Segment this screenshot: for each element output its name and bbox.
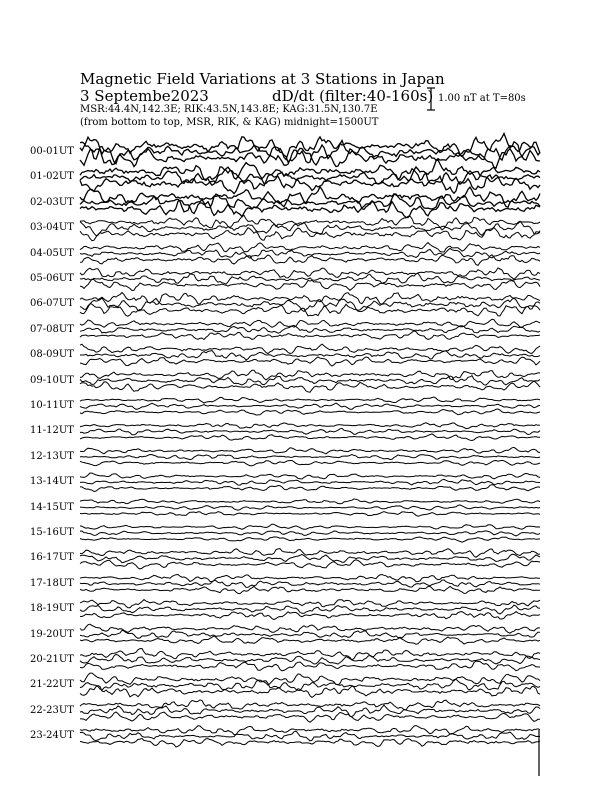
trace-kag-09-10ut [80,370,540,380]
trace-kag-18-19ut [80,600,540,608]
trace-msr-08-09ut [80,357,540,366]
hour-label: 09-10UT [30,374,74,386]
hour-label: 18-19UT [30,603,74,615]
trace-msr-16-17ut [80,560,540,569]
trace-kag-20-21ut [80,649,540,660]
trace-kag-04-05ut [80,243,540,252]
trace-kag-14-15ut [80,499,540,504]
trace-rik-20-21ut [80,654,540,664]
trace-rik-07-08ut [80,325,540,333]
hour-label: 11-12UT [30,425,74,437]
hour-label: 19-20UT [30,628,74,640]
hour-label: 05-06UT [30,273,74,284]
trace-msr-05-06ut [80,279,540,290]
trace-kag-21-22ut [80,673,540,685]
trace-msr-21-22ut [80,686,540,698]
hour-label: 08-09UT [30,349,74,361]
trace-kag-17-18ut [80,575,540,582]
order-line: (from bottom to top, MSR, RIK, & KAG) midnight=1500UT [80,117,379,128]
trace-msr-17-18ut [80,586,540,593]
trace-group [80,134,540,748]
chart-title: Magnetic Field Variations at 3 Stations in Japan [80,70,445,88]
trace-kag-19-20ut [80,624,540,633]
hour-label: 00-01UT [30,146,74,157]
trace-kag-02-03ut [80,187,540,208]
trace-rik-18-19ut [80,605,540,614]
trace-kag-22-23ut [80,700,540,710]
hour-label: 12-13UT [30,450,74,462]
hour-label: 20-21UT [30,654,74,665]
scale-label: 1.00 nT at T=80s [438,93,526,104]
trace-msr-14-15ut [80,512,540,517]
trace-msr-13-14ut [80,485,540,492]
trace-rik-12-13ut [80,455,540,460]
trace-rik-06-07ut [80,298,540,312]
hour-label: 13-14UT [30,476,74,488]
trace-msr-15-16ut [80,537,540,542]
trace-kag-16-17ut [80,549,540,558]
hour-label: 02-03UT [30,196,74,208]
hour-label: 15-16UT [30,527,74,538]
trace-kag-15-16ut [80,524,540,529]
trace-rik-16-17ut [80,554,540,563]
hour-label: 06-07UT [30,298,74,310]
trace-rik-08-09ut [80,351,540,360]
trace-kag-13-14ut [80,473,540,479]
trace-msr-09-10ut [80,381,540,392]
trace-kag-23-24ut [80,726,540,735]
trace-rik-14-15ut [80,505,540,510]
hour-label: 07-08UT [30,323,74,335]
quantity-label: dD/dt (filter:40-160s) [272,87,434,105]
stations-line: MSR:44.4N,142.3E; RIK:43.5N,143.8E; KAG:31.5N,130.7E [80,104,378,115]
trace-rik-17-18ut [80,580,540,588]
trace-msr-18-19ut [80,612,540,620]
hour-label: 23-24UT [30,730,74,742]
trace-rik-15-16ut [80,531,540,536]
hour-label: 10-11UT [30,400,74,411]
hour-label: 14-15UT [30,501,74,513]
trace-kag-06-07ut [80,293,540,305]
trace-msr-23-24ut [80,738,540,747]
trace-kag-11-12ut [80,423,540,429]
trace-rik-19-20ut [80,630,540,638]
hour-label: 17-18UT [30,577,74,589]
trace-kag-07-08ut [80,319,540,327]
trace-rik-13-14ut [80,479,540,485]
trace-rik-10-11ut [80,403,540,409]
trace-msr-03-04ut [80,228,540,241]
hour-label: 01-02UT [30,171,74,183]
hour-label: 21-22UT [30,679,74,691]
trace-kag-12-13ut [80,447,540,454]
trace-msr-19-20ut [80,636,540,644]
hour-label: 03-04UT [30,222,74,234]
trace-msr-11-12ut [80,434,540,441]
hour-label: 22-23UT [30,704,74,716]
trace-kag-10-11ut [80,397,540,403]
date-label: 3 Septembe2023 [80,87,209,105]
trace-rik-22-23ut [80,705,540,717]
hour-label: 04-05UT [30,247,74,259]
trace-rik-09-10ut [80,376,540,385]
trace-rik-23-24ut [80,731,540,741]
trace-kag-00-01ut [80,134,540,160]
trace-msr-12-13ut [80,460,540,465]
trace-msr-10-11ut [80,409,540,415]
trace-rik-11-12ut [80,428,540,434]
trace-kag-08-09ut [80,344,540,354]
hour-label: 16-17UT [30,552,74,564]
